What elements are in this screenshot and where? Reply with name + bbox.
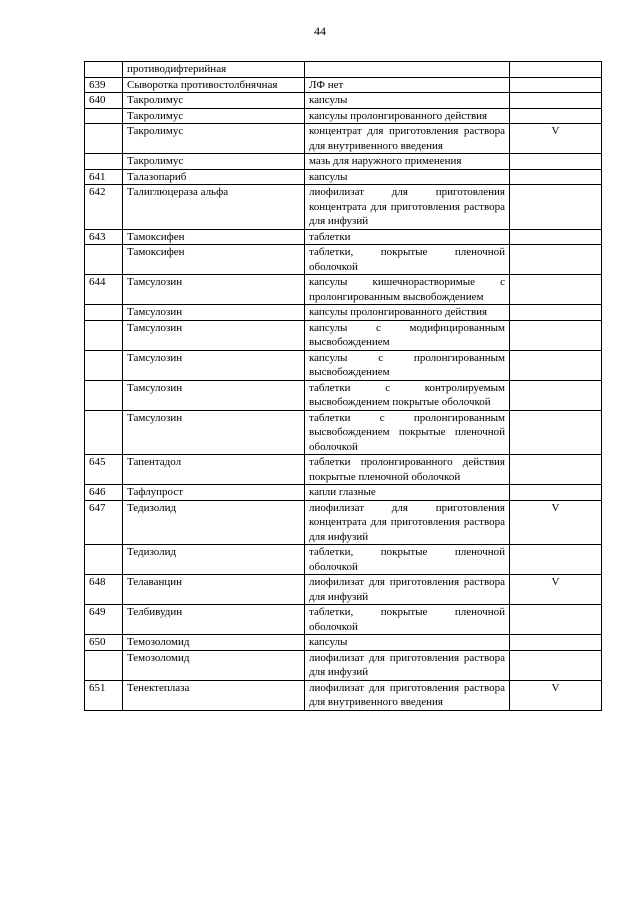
- drug-name-cell: Такролимус: [123, 93, 305, 109]
- row-number-cell: [85, 380, 123, 410]
- drug-name-cell: Тамоксифен: [123, 229, 305, 245]
- dosage-form-cell: таблетки пролонгированного действия покрытые пленочной оболочкой: [305, 455, 510, 485]
- table-row: [85, 485, 602, 501]
- dosage-form-cell: ЛФ нет: [305, 77, 510, 93]
- table-row: [85, 350, 602, 380]
- row-number-cell: [85, 124, 123, 154]
- table-row: [85, 169, 602, 185]
- dosage-form-cell: таблетки с контролируемым высвобождением покрытые оболочкой: [305, 380, 510, 410]
- vital-flag-cell: [510, 77, 602, 93]
- row-number-cell: 644: [85, 275, 123, 305]
- vital-flag-cell: [510, 93, 602, 109]
- table-row: [85, 320, 602, 350]
- vital-flag-cell: [510, 169, 602, 185]
- table-row: [85, 680, 602, 710]
- row-number-cell: [85, 650, 123, 680]
- vital-flag-cell: [510, 245, 602, 275]
- drug-name-cell: Тамсулозин: [123, 320, 305, 350]
- vital-flag-cell: [510, 275, 602, 305]
- drug-name-cell: Тамоксифен: [123, 245, 305, 275]
- row-number-cell: 649: [85, 605, 123, 635]
- drug-name-cell: Талиглюцераза альфа: [123, 185, 305, 230]
- vital-flag-cell: V: [510, 500, 602, 545]
- table-row: [85, 650, 602, 680]
- row-number-cell: 639: [85, 77, 123, 93]
- dosage-form-cell: лиофилизат для приготовления концентрата для приготовления раствора для инфузий: [305, 185, 510, 230]
- table-row: [85, 635, 602, 651]
- dosage-form-cell: капсулы с модифицированным высвобождением: [305, 320, 510, 350]
- row-number-cell: [85, 108, 123, 124]
- drug-name-cell: Такролимус: [123, 124, 305, 154]
- row-number-cell: 648: [85, 575, 123, 605]
- table-row: [85, 575, 602, 605]
- dosage-form-cell: капли глазные: [305, 485, 510, 501]
- drug-name-cell: Тенектеплаза: [123, 680, 305, 710]
- dosage-form-cell: таблетки с пролонгированным высвобождением покрытые пленочной оболочкой: [305, 410, 510, 455]
- drug-name-cell: Тамсулозин: [123, 305, 305, 321]
- row-number-cell: [85, 62, 123, 78]
- drug-name-cell: Тедизолид: [123, 500, 305, 545]
- row-number-cell: [85, 545, 123, 575]
- table-row: [85, 380, 602, 410]
- row-number-cell: 642: [85, 185, 123, 230]
- vital-flag-cell: V: [510, 124, 602, 154]
- row-number-cell: 640: [85, 93, 123, 109]
- drug-name-cell: Тамсулозин: [123, 350, 305, 380]
- table-row: [85, 275, 602, 305]
- drug-name-cell: Темозоломид: [123, 635, 305, 651]
- vital-flag-cell: [510, 320, 602, 350]
- table-row: [85, 545, 602, 575]
- drug-table: [84, 61, 602, 711]
- vital-flag-cell: [510, 380, 602, 410]
- drug-name-cell: Тамсулозин: [123, 410, 305, 455]
- drug-name-cell: Сыворотка противостолбнячная: [123, 77, 305, 93]
- dosage-form-cell: таблетки: [305, 229, 510, 245]
- dosage-form-cell: таблетки, покрытые пленочной оболочкой: [305, 605, 510, 635]
- drug-name-cell: Такролимус: [123, 108, 305, 124]
- dosage-form-cell: капсулы: [305, 635, 510, 651]
- drug-name-cell: Телаванцин: [123, 575, 305, 605]
- dosage-form-cell: лиофилизат для приготовления раствора для инфузий: [305, 650, 510, 680]
- dosage-form-cell: капсулы пролонгированного действия: [305, 305, 510, 321]
- row-number-cell: 650: [85, 635, 123, 651]
- dosage-form-cell: таблетки, покрытые пленочной оболочкой: [305, 545, 510, 575]
- dosage-form-cell: капсулы: [305, 93, 510, 109]
- dosage-form-cell: капсулы с пролонгированным высвобождением: [305, 350, 510, 380]
- row-number-cell: [85, 154, 123, 170]
- vital-flag-cell: [510, 605, 602, 635]
- dosage-form-cell: [305, 62, 510, 78]
- dosage-form-cell: лиофилизат для приготовления концентрата для приготовления раствора для инфузий: [305, 500, 510, 545]
- dosage-form-cell: таблетки, покрытые пленочной оболочкой: [305, 245, 510, 275]
- vital-flag-cell: V: [510, 575, 602, 605]
- table-row: [85, 410, 602, 455]
- dosage-form-cell: лиофилизат для приготовления раствора для инфузий: [305, 575, 510, 605]
- table-row: [85, 229, 602, 245]
- vital-flag-cell: [510, 108, 602, 124]
- table-row: [85, 93, 602, 109]
- vital-flag-cell: [510, 154, 602, 170]
- row-number-cell: 646: [85, 485, 123, 501]
- vital-flag-cell: [510, 455, 602, 485]
- dosage-form-cell: капсулы кишечнорастворимые с пролонгированным высвобождением: [305, 275, 510, 305]
- table-row: [85, 77, 602, 93]
- dosage-form-cell: капсулы пролонгированного действия: [305, 108, 510, 124]
- table-row: [85, 62, 602, 78]
- table-row: [85, 124, 602, 154]
- vital-flag-cell: [510, 185, 602, 230]
- row-number-cell: [85, 350, 123, 380]
- row-number-cell: 647: [85, 500, 123, 545]
- vital-flag-cell: [510, 350, 602, 380]
- table-body: [85, 62, 602, 711]
- row-number-cell: 651: [85, 680, 123, 710]
- row-number-cell: [85, 410, 123, 455]
- vital-flag-cell: [510, 62, 602, 78]
- drug-name-cell: Тедизолид: [123, 545, 305, 575]
- row-number-cell: [85, 305, 123, 321]
- table-row: [85, 108, 602, 124]
- row-number-cell: [85, 245, 123, 275]
- table-row: [85, 154, 602, 170]
- drug-name-cell: противодифтерийная: [123, 62, 305, 78]
- vital-flag-cell: [510, 305, 602, 321]
- dosage-form-cell: мазь для наружного применения: [305, 154, 510, 170]
- table-row: [85, 605, 602, 635]
- drug-name-cell: Тамсулозин: [123, 275, 305, 305]
- drug-name-cell: Тафлупрост: [123, 485, 305, 501]
- table-row: [85, 185, 602, 230]
- row-number-cell: 645: [85, 455, 123, 485]
- dosage-form-cell: концентрат для приготовления раствора для внутривенного введения: [305, 124, 510, 154]
- table-row: [85, 500, 602, 545]
- drug-name-cell: Талазопариб: [123, 169, 305, 185]
- table-row: [85, 305, 602, 321]
- table-row: [85, 455, 602, 485]
- drug-name-cell: Тамсулозин: [123, 380, 305, 410]
- drug-name-cell: Тапентадол: [123, 455, 305, 485]
- page-number: 44: [314, 24, 326, 38]
- drug-name-cell: Такролимус: [123, 154, 305, 170]
- vital-flag-cell: [510, 485, 602, 501]
- drug-name-cell: Телбивудин: [123, 605, 305, 635]
- drug-name-cell: Темозоломид: [123, 650, 305, 680]
- row-number-cell: 643: [85, 229, 123, 245]
- vital-flag-cell: [510, 650, 602, 680]
- vital-flag-cell: [510, 635, 602, 651]
- vital-flag-cell: [510, 545, 602, 575]
- row-number-cell: 641: [85, 169, 123, 185]
- vital-flag-cell: [510, 229, 602, 245]
- dosage-form-cell: лиофилизат для приготовления раствора для внутривенного введения: [305, 680, 510, 710]
- vital-flag-cell: V: [510, 680, 602, 710]
- vital-flag-cell: [510, 410, 602, 455]
- table-row: [85, 245, 602, 275]
- row-number-cell: [85, 320, 123, 350]
- dosage-form-cell: капсулы: [305, 169, 510, 185]
